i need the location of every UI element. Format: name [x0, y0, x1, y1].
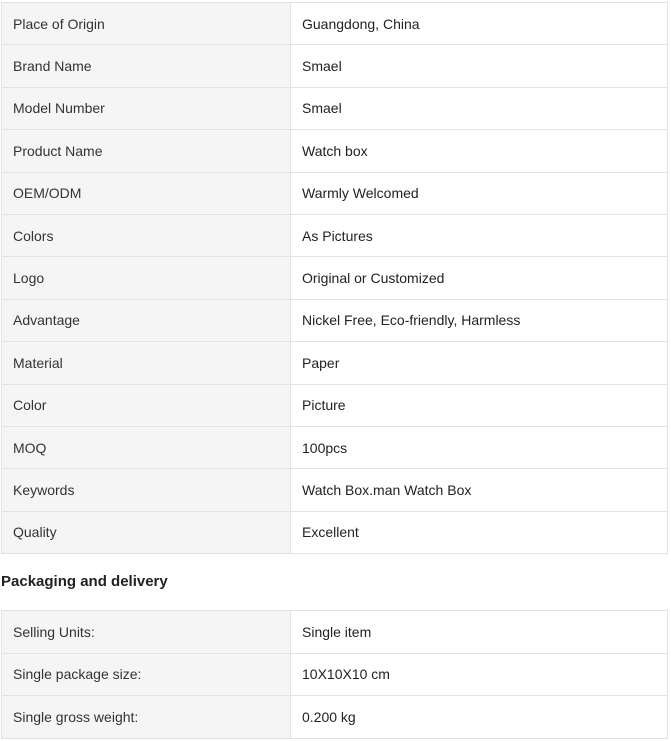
table-row — [2, 87, 668, 129]
attribute-label: Model Number — [2, 87, 291, 129]
table-row — [2, 653, 668, 696]
table-row — [2, 426, 668, 468]
attribute-label: Colors — [2, 214, 291, 256]
table-row — [2, 214, 668, 256]
attribute-value: Picture — [291, 384, 668, 426]
table-row — [2, 511, 668, 553]
attribute-label: OEM/ODM — [2, 172, 291, 214]
attribute-label: MOQ — [2, 426, 291, 468]
attribute-value: Smael — [291, 87, 668, 129]
attribute-value: Watch Box.man Watch Box — [291, 469, 668, 511]
attribute-label: Keywords — [2, 469, 291, 511]
table-row — [2, 299, 668, 341]
attribute-label: Place of Origin — [2, 3, 291, 45]
attribute-value: Guangdong, China — [291, 3, 668, 45]
attribute-label: Color — [2, 384, 291, 426]
attribute-value: Excellent — [291, 511, 668, 553]
attribute-value: As Pictures — [291, 214, 668, 256]
attribute-value: Smael — [291, 45, 668, 87]
attribute-label: Product Name — [2, 130, 291, 172]
packaging-section-title: Packaging and delivery — [1, 573, 168, 591]
table-row — [2, 611, 668, 654]
attribute-value: Paper — [291, 342, 668, 384]
attribute-label: Brand Name — [2, 45, 291, 87]
table-row — [2, 342, 668, 384]
attribute-label: Single gross weight: — [2, 696, 291, 739]
table-row — [2, 384, 668, 426]
attribute-label: Selling Units: — [2, 611, 291, 654]
table-row — [2, 45, 668, 87]
packaging-delivery-table — [1, 610, 668, 739]
attribute-value: Single item — [291, 611, 668, 654]
table-row — [2, 469, 668, 511]
attribute-label: Advantage — [2, 299, 291, 341]
attribute-value: 10X10X10 cm — [291, 653, 668, 696]
attribute-value: 100pcs — [291, 426, 668, 468]
table-row — [2, 3, 668, 45]
table-row — [2, 172, 668, 214]
attribute-label: Logo — [2, 257, 291, 299]
attribute-value: Nickel Free, Eco-friendly, Harmless — [291, 299, 668, 341]
attribute-value: Original or Customized — [291, 257, 668, 299]
attribute-label: Quality — [2, 511, 291, 553]
product-attributes-table — [1, 2, 668, 554]
table-row — [2, 696, 668, 739]
attribute-value: Watch box — [291, 130, 668, 172]
table-row — [2, 257, 668, 299]
attribute-label: Single package size: — [2, 653, 291, 696]
table-row — [2, 130, 668, 172]
attribute-value: Warmly Welcomed — [291, 172, 668, 214]
attribute-label: Material — [2, 342, 291, 384]
attribute-value: 0.200 kg — [291, 696, 668, 739]
